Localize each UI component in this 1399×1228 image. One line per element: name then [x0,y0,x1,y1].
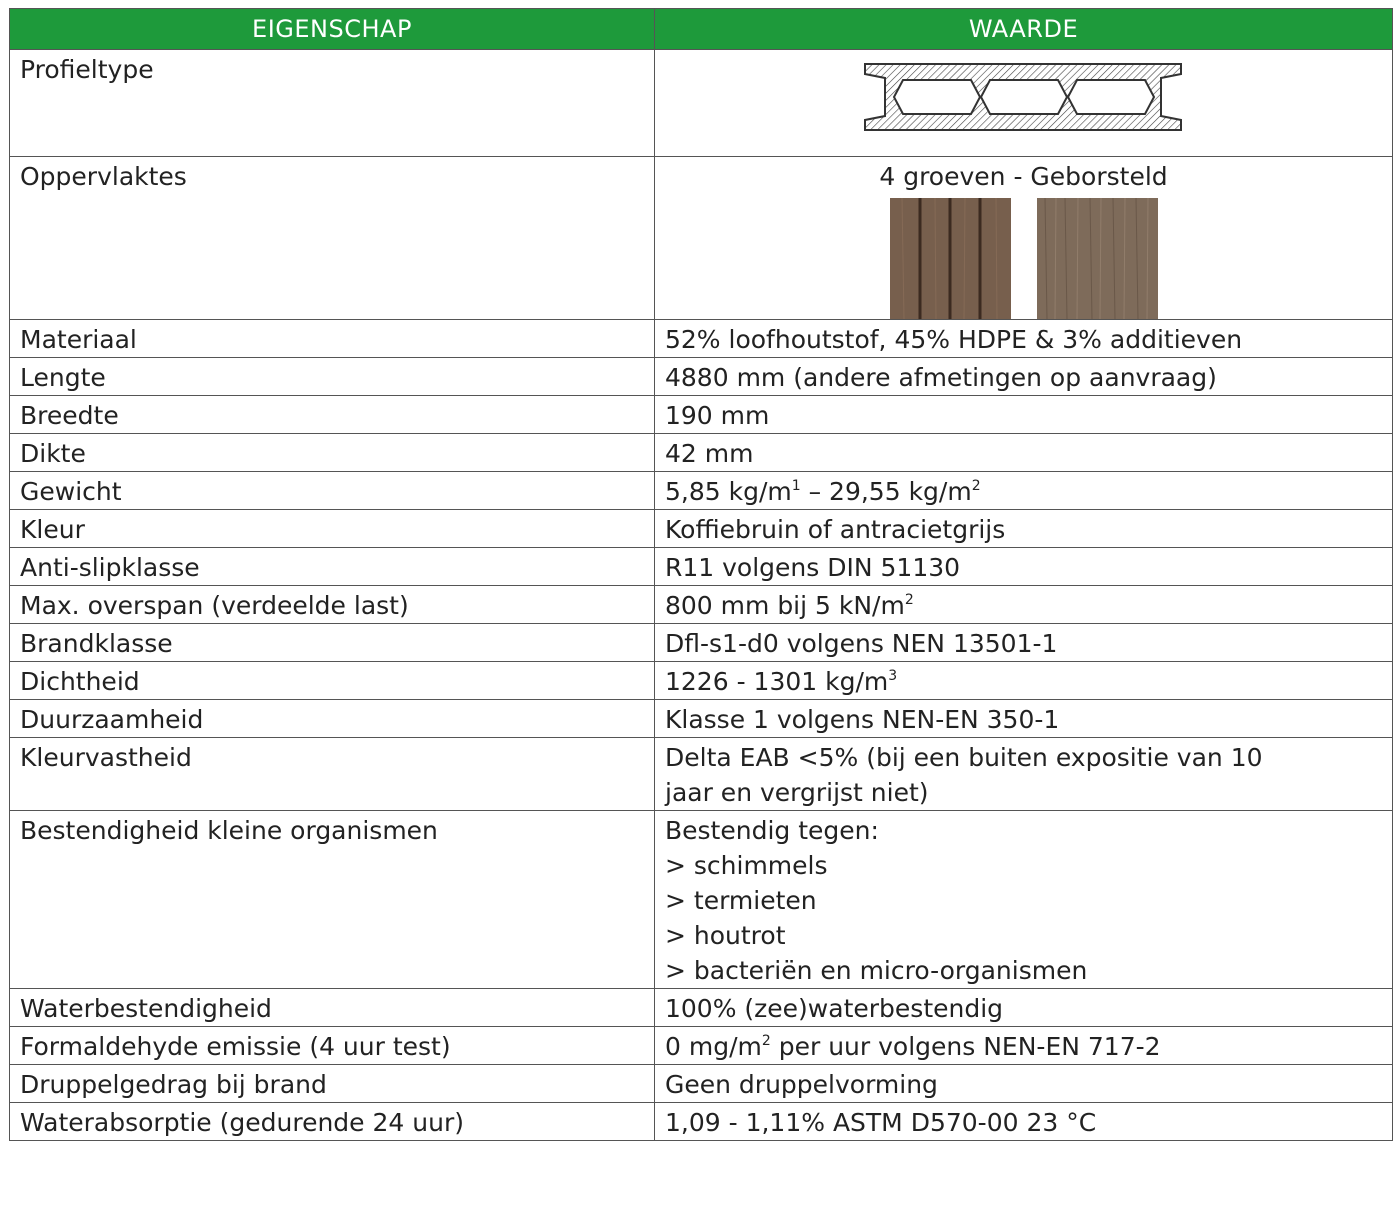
value-text: – 29,55 kg/m [800,477,972,506]
row-label: Brandklasse [10,624,655,662]
table-row [10,662,1393,700]
value-text: per uur volgens NEN-EN 717-2 [770,1032,1161,1061]
table-row [10,472,1393,510]
grooved-surface-swatch [890,198,1011,319]
table-row [10,811,1393,989]
row-value [655,472,1393,510]
table-row [10,738,1393,811]
row-value: Koffiebruin of antracietgrijs [655,510,1393,548]
row-value: 52% loofhoutstof, 45% HDPE & 3% additieven [655,320,1393,358]
row-value [655,50,1393,157]
table-row [10,157,1393,320]
row-label: Oppervlaktes [10,157,655,320]
table-row [10,434,1393,472]
superscript: 3 [888,668,898,684]
value-line: > houtrot [665,921,786,950]
row-value: 4880 mm (andere afmetingen op aanvraag) [655,358,1393,396]
table-row [10,1103,1393,1141]
value-text: 1226 - 1301 kg/m [665,667,889,696]
table-row [10,320,1393,358]
row-label: Profieltype [10,50,655,157]
row-label: Breedte [10,396,655,434]
row-value [655,738,1393,811]
value-text: 5,85 kg/m [665,477,792,506]
row-label: Dichtheid [10,662,655,700]
row-value [655,662,1393,700]
brushed-surface-swatch [1037,198,1158,319]
row-value [655,586,1393,624]
table-row [10,1027,1393,1065]
table-row [10,989,1393,1027]
value-line: Delta EAB <5% (bij een buiten expositie van 10 [665,743,1263,772]
table-row [10,624,1393,662]
spec-table [9,8,1393,1141]
superscript: 1 [791,478,801,494]
row-label: Gewicht [10,472,655,510]
value-line: jaar en vergrijst niet) [665,778,929,807]
row-value: Geen druppelvorming [655,1065,1393,1103]
row-label: Materiaal [10,320,655,358]
row-label: Druppelgedrag bij brand [10,1065,655,1103]
row-value [655,157,1393,320]
hollow-deck-profile-diagram-icon [859,56,1189,138]
row-value: Klasse 1 volgens NEN-EN 350-1 [655,700,1393,738]
row-label: Kleurvastheid [10,738,655,811]
row-label: Kleur [10,510,655,548]
surface-title: 4 groeven - Geborsteld [879,162,1168,191]
row-label: Waterbestendigheid [10,989,655,1027]
table-row [10,1065,1393,1103]
table-row [10,586,1393,624]
header-eigenschap: EIGENSCHAP [10,9,655,50]
row-value: 42 mm [655,434,1393,472]
header-waarde: WAARDE [655,9,1393,50]
table-row [10,700,1393,738]
table-row [10,548,1393,586]
superscript: 2 [971,478,981,494]
row-value: Dfl-s1-d0 volgens NEN 13501-1 [655,624,1393,662]
row-label: Max. overspan (verdeelde last) [10,586,655,624]
row-label: Formaldehyde emissie (4 uur test) [10,1027,655,1065]
value-line: > schimmels [665,851,828,880]
row-label: Waterabsorptie (gedurende 24 uur) [10,1103,655,1141]
row-value: 100% (zee)waterbestendig [655,989,1393,1027]
row-value: 1,09 - 1,11% ASTM D570-00 23 °C [655,1103,1393,1141]
superscript: 2 [904,592,914,608]
row-value: R11 volgens DIN 51130 [655,548,1393,586]
row-value: 190 mm [655,396,1393,434]
table-row [10,396,1393,434]
value-line: > termieten [665,886,817,915]
row-label: Dikte [10,434,655,472]
row-label: Duurzaamheid [10,700,655,738]
table-header-row [10,9,1393,50]
superscript: 2 [761,1033,771,1049]
row-value [655,811,1393,989]
table-row [10,50,1393,157]
row-value [655,1027,1393,1065]
value-text: 800 mm bij 5 kN/m [665,591,905,620]
value-text: 0 mg/m [665,1032,762,1061]
value-line: Bestendig tegen: [665,816,879,845]
table-row [10,358,1393,396]
row-label: Anti-slipklasse [10,548,655,586]
row-label: Bestendigheid kleine organismen [10,811,655,989]
value-line: > bacteriën en micro-organismen [665,956,1088,985]
row-label: Lengte [10,358,655,396]
table-row [10,510,1393,548]
